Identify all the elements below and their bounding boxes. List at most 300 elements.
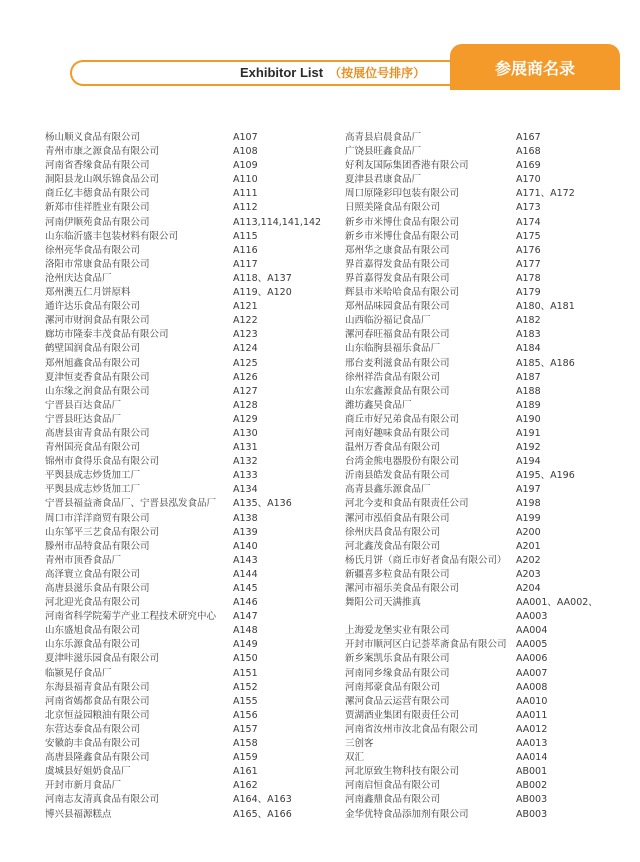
exhibitor-name: 邢台麦利滋食品有限公司 (345, 357, 450, 369)
exhibitor-name: 舞阳公司天满推真 (345, 597, 422, 609)
booth-number: A191 (516, 427, 541, 439)
booth-number: AA011 (516, 709, 548, 721)
exhibitor-row (345, 808, 635, 822)
booth-number: A151 (233, 667, 258, 679)
exhibitor-name: 通许达乐食品有限公司 (45, 301, 141, 313)
booth-number: A144 (233, 568, 258, 580)
exhibitor-name: 河北原致生物科技有限公司 (345, 766, 460, 778)
booth-number: AA007 (516, 667, 548, 679)
booth-number: A183 (516, 329, 541, 341)
booth-number: A119、A120 (233, 287, 292, 299)
exhibitor-row (45, 455, 345, 469)
exhibitor-name: 河南邦豪食品有限公司 (345, 681, 441, 693)
exhibitor-name: 平舆县成志炒货加工厂 (45, 484, 141, 496)
booth-number: AA001、AA002、 (516, 597, 598, 609)
booth-number: A132 (233, 456, 258, 468)
exhibitor-row (345, 512, 635, 526)
exhibitor-name: 开封市新月食品厂 (45, 780, 122, 792)
exhibitor-row (345, 413, 635, 427)
exhibitor-name: 徐州祥浩食品有限公司 (345, 371, 441, 383)
booth-number: AB003 (516, 794, 548, 806)
exhibitor-row (45, 540, 345, 554)
booth-number: A111 (233, 188, 258, 200)
booth-number: A131 (233, 442, 258, 454)
exhibitor-name: 山东缘之润食品有限公司 (45, 385, 150, 397)
booth-number: A146 (233, 597, 258, 609)
booth-number: AA003 (516, 611, 548, 623)
exhibitor-row (345, 201, 635, 215)
exhibitor-row (345, 483, 635, 497)
booth-number: A167 (516, 132, 541, 143)
booth-number: A175 (516, 230, 541, 242)
exhibitor-name: 日照美隆食品有限公司 (345, 202, 441, 214)
exhibitor-name: 山东乐源食品有限公司 (45, 639, 141, 651)
exhibitor-name: 金华优特食品添加剂有限公司 (345, 808, 469, 820)
exhibitor-name: 台湾金熊电器股份有限公司 (345, 456, 460, 468)
exhibitor-name: 廊坊市隆泰丰茂食品有限公司 (45, 329, 169, 341)
exhibitor-row (345, 159, 635, 173)
booth-number: A198 (516, 498, 541, 510)
booth-number: AA006 (516, 653, 548, 665)
exhibitor-row (45, 582, 345, 596)
booth-number: A170 (516, 174, 541, 186)
exhibitor-row (45, 272, 345, 286)
exhibitor-name: 杨山顺义食品有限公司 (45, 132, 141, 143)
exhibitor-name: 新乡市米博仕食品有限公司 (345, 230, 460, 242)
exhibitor-name: 山东邹平三艺食品有限公司 (45, 526, 160, 538)
exhibitor-row (45, 610, 345, 624)
exhibitor-row (345, 328, 635, 342)
exhibitor-name: 高泽寰立食品有限公司 (45, 568, 141, 580)
exhibitor-name: 沂南县皓发食品有限公司 (345, 470, 450, 482)
booth-number: A185、A186 (516, 357, 575, 369)
booth-number: A173 (516, 202, 541, 214)
booth-number: AA004 (516, 625, 548, 637)
exhibitor-row (345, 357, 635, 371)
exhibitor-name: 河南省汝州市汝北食品有限公司 (345, 723, 479, 735)
exhibitor-row (45, 314, 345, 328)
exhibitor-name: 东海县福青食品有限公司 (45, 681, 150, 693)
booth-number: A135、A136 (233, 498, 292, 510)
exhibitor-name: 锦州市食得乐食品有限公司 (45, 456, 160, 468)
exhibitor-row (45, 427, 345, 441)
exhibitor-name: 沧州庆达食品厂 (45, 272, 112, 284)
exhibitor-name: 郑州品味园食品有限公司 (345, 301, 450, 313)
booth-number: A169 (516, 160, 541, 172)
booth-number: A115 (233, 230, 258, 242)
title-subtitle: （按展位号排序） (329, 66, 426, 80)
exhibitor-name: 新乡案凯乐食品有限公司 (345, 653, 450, 665)
exhibitor-name: 商丘亿丰德食品有限公司 (45, 188, 150, 200)
booth-number: A145 (233, 583, 258, 594)
exhibitor-row (345, 638, 635, 652)
booth-number: A162 (233, 780, 258, 792)
exhibitor-row (45, 216, 345, 230)
title-english: Exhibitor List (240, 65, 324, 80)
booth-number: A123 (233, 329, 258, 341)
booth-number: AA005 (516, 639, 548, 651)
exhibitor-row (45, 497, 345, 511)
exhibitor-row (45, 244, 345, 258)
exhibitor-row (345, 399, 635, 413)
exhibitor-row (345, 272, 635, 286)
exhibitor-row (45, 413, 345, 427)
booth-number: AB003 (516, 808, 548, 820)
exhibitor-name: 漯河春旺福食品有限公司 (345, 329, 450, 341)
exhibitor-row (45, 300, 345, 314)
exhibitor-name: 广饶县旺鑫食品厂 (345, 146, 422, 158)
exhibitor-row (345, 455, 635, 469)
exhibitor-row (45, 596, 345, 610)
booth-number: A177 (516, 258, 541, 270)
booth-number: A150 (233, 653, 258, 665)
exhibitor-name: 河北迎光食品有限公司 (45, 597, 141, 609)
exhibitor-row (45, 638, 345, 652)
booth-number: A122 (233, 315, 258, 327)
exhibitor-name: 夏津咔滋乐园食品有限公司 (45, 653, 160, 665)
booth-number: A179 (516, 287, 541, 299)
booth-number: A107 (233, 132, 258, 143)
exhibitor-row (45, 187, 345, 201)
exhibitor-row (345, 469, 635, 483)
exhibitor-row (345, 441, 635, 455)
exhibitor-row (345, 258, 635, 272)
exhibitor-row (345, 385, 635, 399)
exhibitor-name: 青州市康之源食品有限公司 (45, 146, 160, 158)
booth-number: A180、A181 (516, 301, 575, 313)
exhibitor-row (45, 695, 345, 709)
exhibitor-row (45, 568, 345, 582)
booth-number: A176 (516, 244, 541, 256)
booth-number: A156 (233, 709, 258, 721)
exhibitor-row (45, 230, 345, 244)
booth-number: A192 (516, 442, 541, 454)
booth-number: A161 (233, 766, 258, 778)
exhibitor-name: 博兴县福源糕点 (45, 808, 112, 820)
exhibitor-row (45, 652, 345, 666)
booth-number: AA013 (516, 738, 548, 750)
exhibitor-row (345, 173, 635, 187)
exhibitor-name: 鹤壁国润食品有限公司 (45, 343, 141, 355)
exhibitor-row (45, 526, 345, 540)
exhibitor-list-left (45, 131, 345, 822)
exhibitor-name: 河南省科学院菊芋产业工程技术研究中心 (45, 611, 217, 623)
exhibitor-row (45, 751, 345, 765)
booth-number: A113,114,141,142 (233, 216, 322, 228)
exhibitor-name: 双汇 (345, 752, 365, 764)
exhibitor-row (45, 357, 345, 371)
exhibitor-name: 平舆县成志炒货加工厂 (45, 470, 141, 482)
exhibitor-row (45, 709, 345, 723)
booth-number: A159 (233, 752, 258, 764)
exhibitor-list-right (345, 131, 635, 822)
booth-number: A165、A166 (233, 808, 292, 820)
exhibitor-row (345, 765, 635, 779)
booth-number: A116 (233, 244, 258, 256)
exhibitor-row (345, 624, 635, 638)
exhibitor-name: 河南省香缘食品有限公司 (45, 160, 150, 172)
exhibitor-row (345, 145, 635, 159)
exhibitor-name: 河南志友清真食品有限公司 (45, 794, 160, 806)
exhibitor-name: 高唐县隆鑫食品有限公司 (45, 752, 150, 764)
exhibitor-name: 东营达泰食品有限公司 (45, 723, 141, 735)
exhibitor-row (45, 286, 345, 300)
booth-number: A143 (233, 554, 258, 566)
exhibitor-name: 宁晋县福益斋食品厂、宁晋县泓发食品厂 (45, 498, 217, 510)
exhibitor-name: 宁晋县百达食品厂 (45, 399, 122, 411)
exhibitor-row (45, 512, 345, 526)
exhibitor-row (45, 681, 345, 695)
booth-number: A139 (233, 526, 258, 538)
booth-number: A117 (233, 258, 258, 270)
exhibitor-row (345, 314, 635, 328)
booth-number: A125 (233, 357, 258, 369)
booth-number: A127 (233, 385, 258, 397)
booth-number: A188 (516, 385, 541, 397)
exhibitor-name: 山东盛旭食品有限公司 (45, 625, 141, 637)
exhibitor-name: 漯河市财润食品有限公司 (45, 315, 150, 327)
exhibitor-name: 高青县启晨食品厂 (345, 132, 422, 143)
exhibitor-row (45, 779, 345, 793)
exhibitor-row (45, 258, 345, 272)
exhibitor-name: 洛阳市常康食品有限公司 (45, 258, 150, 270)
exhibitor-name: 漯河市福乐美食品有限公司 (345, 583, 460, 594)
booth-number: A140 (233, 540, 258, 552)
exhibitor-row (45, 667, 345, 681)
booth-number: A200 (516, 526, 541, 538)
exhibitor-name: 徐州庆昌食品有限公司 (345, 526, 441, 538)
booth-number: A128 (233, 399, 258, 411)
booth-number: A108 (233, 146, 258, 158)
exhibitor-name: 河北今麦和食品有限责任公司 (345, 498, 469, 510)
booth-number: A147 (233, 611, 258, 623)
exhibitor-name: 漯河市泓佰食品有限公司 (345, 512, 450, 524)
booth-number: A152 (233, 681, 258, 693)
exhibitor-name: 河南伊顺苑食品有限公司 (45, 216, 150, 228)
exhibitor-name: 高唐县滋乐食品有限公司 (45, 583, 150, 594)
exhibitor-name: 山东宏鑫源食品有限公司 (345, 385, 450, 397)
exhibitor-name: 界首嘉得发食品有限公司 (345, 258, 450, 270)
exhibitor-name: 虞城县好姐奶食品厂 (45, 766, 131, 778)
booth-number: A203 (516, 568, 541, 580)
exhibitor-name: 新乡市米博仕食品有限公司 (345, 216, 460, 228)
exhibitor-row (345, 667, 635, 681)
exhibitor-row (345, 751, 635, 765)
booth-number: A182 (516, 315, 541, 327)
booth-number: A112 (233, 202, 258, 214)
exhibitor-row (45, 328, 345, 342)
exhibitor-row (45, 371, 345, 385)
booth-number: A171、A172 (516, 188, 575, 200)
exhibitor-name: 山西临汾福记食品厂 (345, 315, 431, 327)
exhibitor-row (345, 568, 635, 582)
exhibitor-row (45, 469, 345, 483)
exhibitor-name: 好利友国际集团香港有限公司 (345, 160, 469, 172)
booth-number: A126 (233, 371, 258, 383)
exhibitor-name: 漯河食品云运营有限公司 (345, 695, 450, 707)
booth-number: A195、A196 (516, 470, 575, 482)
exhibitor-row (345, 709, 635, 723)
booth-number: A168 (516, 146, 541, 158)
exhibitor-row (345, 540, 635, 554)
exhibitor-row (345, 554, 635, 568)
exhibitor-name: 夏津县君康食品厂 (345, 174, 422, 186)
booth-number: AA008 (516, 681, 548, 693)
exhibitor-row (345, 723, 635, 737)
exhibitor-row (345, 371, 635, 385)
booth-number: A121 (233, 301, 258, 313)
exhibitor-row (45, 554, 345, 568)
exhibitor-name: 温州万香食品有限公司 (345, 442, 441, 454)
exhibitor-name: 高唐县宙青食品有限公司 (45, 427, 150, 439)
booth-number: A118、A137 (233, 272, 292, 284)
exhibitor-name: 河南启恒食品有限公司 (345, 780, 441, 792)
exhibitor-name: 郑州旭鑫食品有限公司 (45, 357, 141, 369)
booth-number: A110 (233, 174, 258, 186)
exhibitor-name: 洞阳县龙山飒乐锦食品公司 (45, 174, 160, 186)
exhibitor-name: 杨氏月饼（商丘市好者食品有限公司） (345, 554, 507, 566)
booth-number: A194 (516, 456, 541, 468)
booth-number: A190 (516, 413, 541, 425)
exhibitor-name: 河南同乡缘食品有限公司 (345, 667, 450, 679)
booth-number: A155 (233, 695, 258, 707)
exhibitor-name: 上海爱龙堡实业有限公司 (345, 625, 450, 637)
exhibitor-row (45, 793, 345, 807)
booth-number: A201 (516, 540, 541, 552)
booth-number: A148 (233, 625, 258, 637)
exhibitor-name: 贾湖酒业集团有限责任公司 (345, 709, 460, 721)
exhibitor-row (45, 173, 345, 187)
exhibitor-name: 夏津恒麦香食品有限公司 (45, 371, 150, 383)
exhibitor-row (345, 300, 635, 314)
booth-number: A109 (233, 160, 258, 172)
exhibitor-row (45, 723, 345, 737)
exhibitor-row (45, 385, 345, 399)
booth-number: A138 (233, 512, 258, 524)
exhibitor-row (45, 624, 345, 638)
booth-number: A204 (516, 583, 541, 594)
exhibitor-row (345, 427, 635, 441)
exhibitor-row (345, 681, 635, 695)
exhibitor-name: 滕州市品特食品有限公司 (45, 540, 150, 552)
exhibitor-name: 新疆喜多粒食品有限公司 (345, 568, 450, 580)
exhibitor-name: 新郑市佳祥胜业有限公司 (45, 202, 150, 214)
exhibitor-row (45, 737, 345, 751)
exhibitor-row (345, 779, 635, 793)
exhibitor-name: 高青县鑫乐源食品厂 (345, 484, 431, 496)
exhibitor-row (45, 399, 345, 413)
exhibitor-name: 河南好趣味食品有限公司 (345, 427, 450, 439)
exhibitor-name: 商丘市好兄弟食品有限公司 (345, 413, 460, 425)
exhibitor-name: 青州市顶香食品厂 (45, 554, 122, 566)
exhibitor-name: 三创客 (345, 738, 374, 750)
booth-number: A197 (516, 484, 541, 496)
booth-number: AA010 (516, 695, 548, 707)
exhibitor-row (345, 497, 635, 511)
exhibitor-name: 河北鑫茂食品有限公司 (345, 540, 441, 552)
exhibitor-name: 山东临沂盛丰包装材料有限公司 (45, 230, 179, 242)
booth-number: AB001 (516, 766, 548, 778)
exhibitor-name: 徐州亮华食品有限公司 (45, 244, 141, 256)
booth-number: A199 (516, 512, 541, 524)
booth-number: A189 (516, 399, 541, 411)
booth-number: A202 (516, 554, 541, 566)
page-title (240, 64, 425, 81)
exhibitor-name: 周口原隆彩印包装有限公司 (345, 188, 460, 200)
booth-number: A149 (233, 639, 258, 651)
exhibitor-name: 河南鑫鼎食品有限公司 (345, 794, 441, 806)
booth-number: A134 (233, 484, 258, 496)
booth-number: A187 (516, 371, 541, 383)
exhibitor-name: 辉县市米哈哈食品有限公司 (345, 287, 460, 299)
exhibitor-row (345, 582, 635, 596)
exhibitor-row (345, 596, 635, 610)
exhibitor-row (45, 483, 345, 497)
exhibitor-name: 郑州华之康食品有限公司 (345, 244, 450, 256)
booth-number: A174 (516, 216, 541, 228)
exhibitor-row (345, 737, 635, 751)
exhibitor-name: 河南省嫣都食品有限公司 (45, 695, 150, 707)
exhibitor-row (45, 441, 345, 455)
booth-number: AB002 (516, 780, 548, 792)
exhibitor-row (345, 216, 635, 230)
exhibitor-row (345, 793, 635, 807)
exhibitor-row (45, 765, 345, 779)
exhibitor-name: 安徽韵丰食品有限公司 (45, 738, 141, 750)
booth-number: A164、A163 (233, 794, 292, 806)
exhibitor-row (345, 230, 635, 244)
booth-number: A184 (516, 343, 541, 355)
exhibitor-name: 界首嘉得发食品有限公司 (345, 272, 450, 284)
exhibitor-row (345, 342, 635, 356)
exhibitor-row (345, 286, 635, 300)
exhibitor-name: 郑州澳五仁月饼原料 (45, 287, 131, 299)
exhibitor-name: 潍坊鑫昊食品厂 (345, 399, 412, 411)
exhibitor-name: 周口市洋洋商贸有限公司 (45, 512, 150, 524)
exhibitor-name: 宁晋县旺达食品厂 (45, 413, 122, 425)
exhibitor-row (45, 131, 345, 145)
booth-number: A130 (233, 427, 258, 439)
exhibitor-row (45, 808, 345, 822)
exhibitor-row (45, 201, 345, 215)
exhibitor-name: 北京恒益园粮油有限公司 (45, 709, 150, 721)
section-tab-label: 参展商名录 (494, 58, 575, 78)
exhibitor-name: 临颍晃仔食品厂 (45, 667, 112, 679)
exhibitor-row (45, 159, 345, 173)
exhibitor-row (45, 145, 345, 159)
exhibitor-row (345, 187, 635, 201)
exhibitor-row (345, 526, 635, 540)
booth-number: AA012 (516, 723, 548, 735)
exhibitor-name: 青州国亮食品有限公司 (45, 442, 141, 454)
section-tab (450, 44, 620, 90)
exhibitor-name: 山东临朐县福乐食品厂 (345, 343, 441, 355)
exhibitor-name: 开封市顺河区白记荟萃斋食品有限公司 (345, 639, 507, 651)
exhibitor-row (345, 610, 635, 624)
booth-number: A157 (233, 723, 258, 735)
booth-number: A129 (233, 413, 258, 425)
exhibitor-row (345, 652, 635, 666)
booth-number: AA014 (516, 752, 548, 764)
booth-number: A124 (233, 343, 258, 355)
exhibitor-row (345, 695, 635, 709)
exhibitor-row (345, 131, 635, 145)
booth-number: A158 (233, 738, 258, 750)
exhibitor-row (345, 244, 635, 258)
booth-number: A178 (516, 272, 541, 284)
booth-number: A133 (233, 470, 258, 482)
exhibitor-row (45, 342, 345, 356)
